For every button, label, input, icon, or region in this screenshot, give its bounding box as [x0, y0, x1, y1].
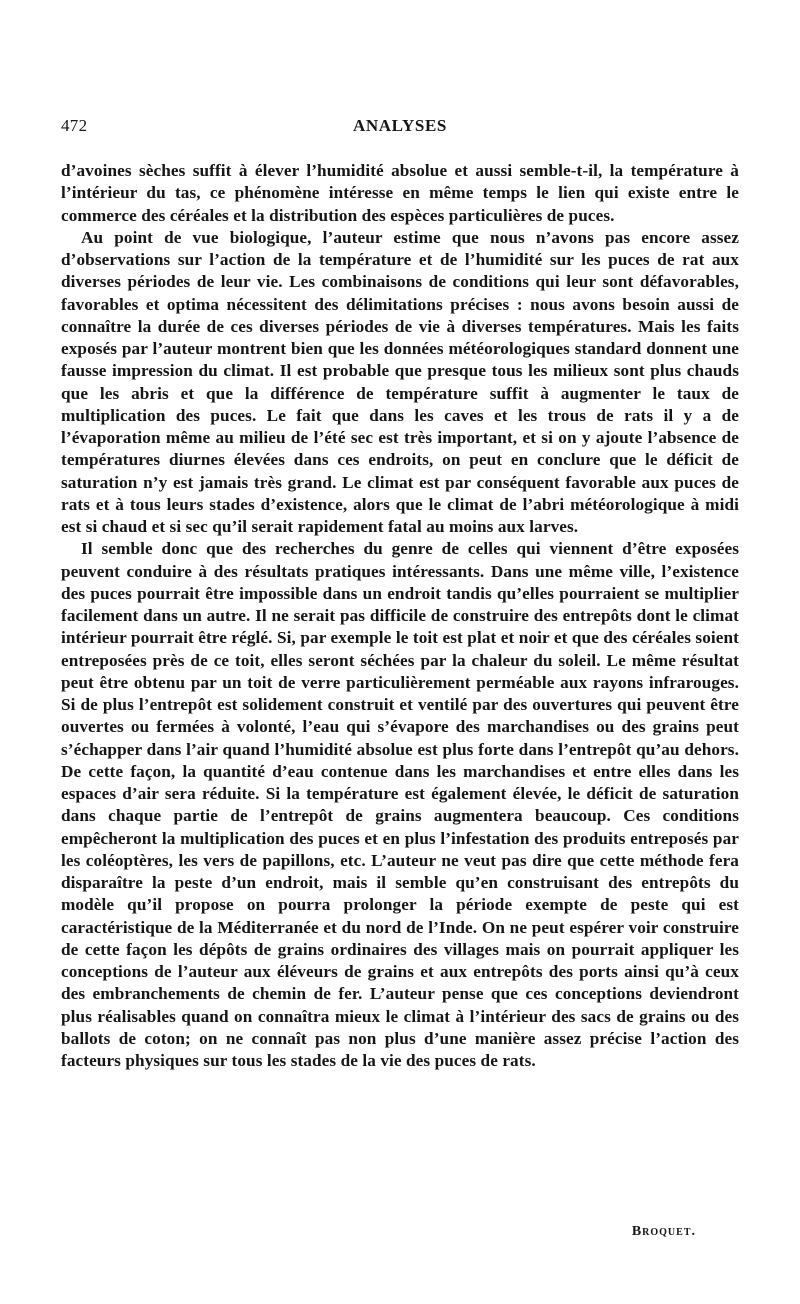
running-title: ANALYSES [353, 116, 447, 135]
page-header [61, 116, 739, 140]
paragraph-biological-view: Au point de vue biologique, l’auteur estime que nous n’avons pas encore assez d’observations sur l’action de la température et de l’humidité sur les puces de rat aux diverses périodes de leur vie. Les combinaisons de conditions qui leur sont défavorables, favorables et optima nécessitent des délimitations précises : nous avons besoin aussi de connaître la durée de ces diverses périodes de vie à diverses températures. Mais les faits exposés par l’auteur montrent bien que les données météorologiques standard donnent une fausse impression du climat. Il est probable que presque tous les milieux sont plus chauds que les abris et que la différence de température suffit à augmenter le taux de multiplication des puces. Le fait que dans les caves et les trous de rats il y a de l’évaporation même au milieu de l’été sec est très important, et si on y ajoute l’absence de températures diurnes élevées dans ces endroits, on peut en conclure que le déficit de saturation n’y est jamais très grand. Le climat est par conséquent favorable aux puces de rats et à tous leurs stades d’existence, alors que le climat de l’abri météorologique à midi est si chaud et si sec qu’il serait rapidement fatal au moins aux larves. [61, 227, 739, 536]
author-signature: Broquet. [631, 1224, 696, 1239]
paragraph-practical-results: Il semble donc que des recherches du genre de celles qui viennent d’être exposées peuvent conduire à des résultats pratiques intéressants. Dans une même ville, l’existence des puces pourrait être impossible dans un endroit tandis qu’elles pourraient se multiplier facilement dans un autre. Il ne serait pas difficile de construire des entrepôts dont le climat intérieur pourrait être réglé. Si, par exemple le toit est plat et noir et que des céréales soient entreposées près de ce toit, elles seront séchées par la chaleur du soleil. Le même résultat peut être obtenu par un toit de verre particulièrement perméable aux rayons infrarouges. Si de plus l’entrepôt est solidement construit et ventilé par des ouvertures qui peuvent être ouvertes ou fermées à volonté, l’eau qui s’évapore des marchandises ou des grains peut s’échapper dans l’air quand l’humidité absolue est plus forte dans l’entrepôt qu’au dehors. De cette façon, la quantité d’eau contenue dans les marchandises et entre elles dans les espaces d’air sera réduite. Si la température est également élevée, le déficit de saturation dans chaque partie de l’entrepôt de grains augmentera beaucoup. Ces conditions empêcheront la multiplication des puces et en plus l’infestation des produits entreposés par les coléoptères, les vers de papillons, etc. L’auteur ne veut pas dire que cette méthode fera disparaître la peste d’un endroit, mais il semble qu’en construisant des entrepôts du modèle qu’il propose on pourra prolonger la période exempte de peste qui est caractéristique de la Méditerranée et du nord de l’Inde. On ne peut espérer voir construire de cette façon les dépôts de grains ordinaires des villages mais on pourrait appliquer les conceptions de l’auteur aux éléveurs de grains et aux entrepôts des ports ainsi qu’à ceux des embranchements de chemin de fer. L’auteur pense que ces conceptions deviendront plus réalisables quand on connaîtra mieux le climat à l’intérieur des sacs de grains ou des ballots de coton; on ne connaît pas non plus d’une manière assez précise l’action des facteurs physiques sur tous les stades de la vie des puces de rats. [61, 539, 739, 1070]
page-number: 472 [61, 116, 88, 135]
body-text [61, 160, 739, 1072]
paragraph-continued: d’avoines sèches suffit à élever l’humidité absolue et aussi semble-t-il, la température à l’intérieur du tas, ce phénomène intéresse en même temps le lien qui existe entre le commerce des céréales et la distribution des espèces particulières de puces. [61, 161, 739, 225]
